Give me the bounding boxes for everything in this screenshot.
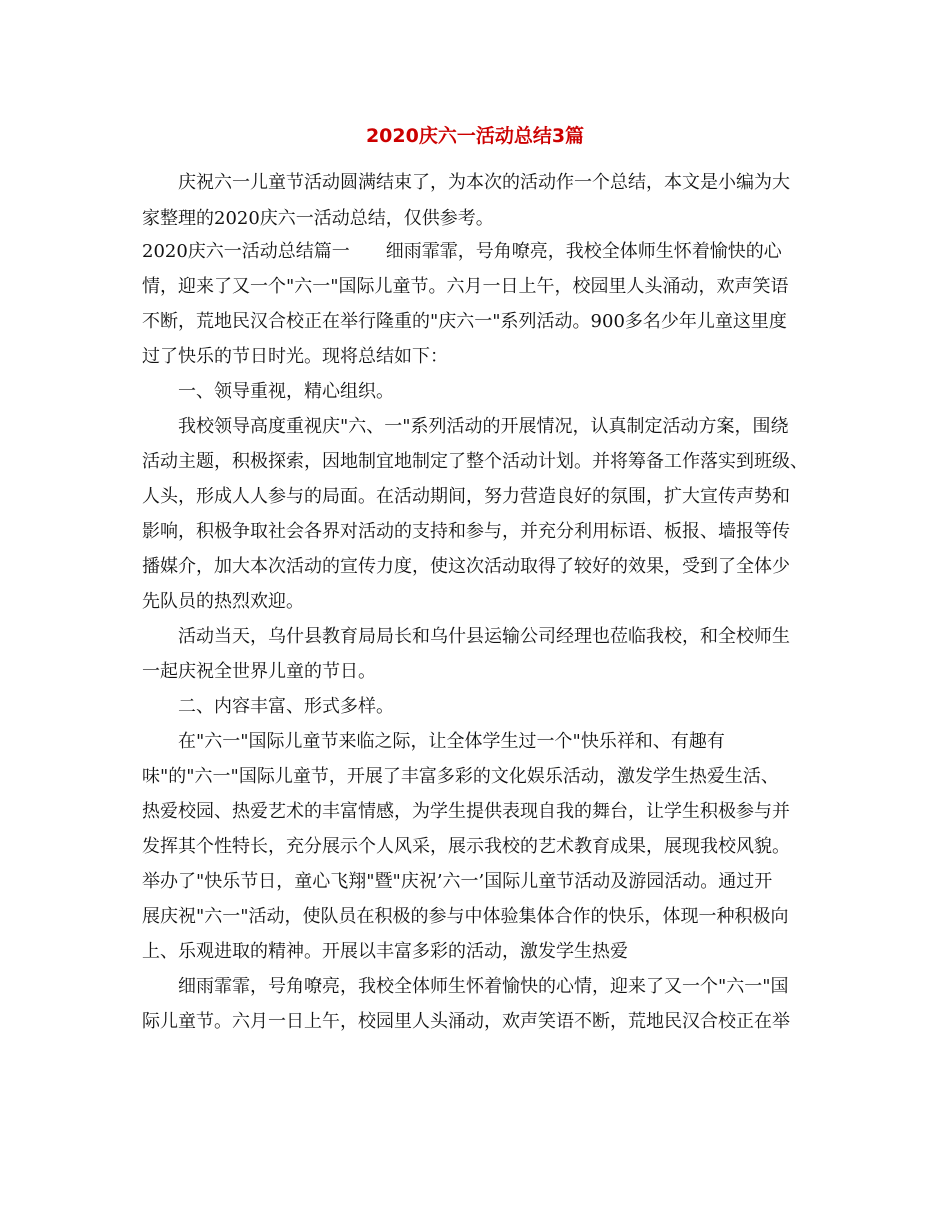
text-line: 不断，荒地民汉合校正在举行隆重的"庆六一"系列活动。900多名少年儿童这里度 xyxy=(142,311,787,332)
text-line: 先队员的热烈欢迎。 xyxy=(142,591,304,612)
text-line: 庆祝六一儿童节活动圆满结束了，为本次的活动作一个总结，本文是小编为大 xyxy=(142,172,790,193)
text-line: 一、领导重视，精心组织。 xyxy=(142,381,394,402)
text-line: 味"的"六一"国际儿童节，开展了丰富多彩的文化娱乐活动，激发学生热爱生活、 xyxy=(142,766,779,787)
text-line: 活动主题，积极探索，因地制宜地制定了整个活动计划。并将筹备工作落实到班级、 xyxy=(142,451,808,472)
text-line: 人头，形成人人参与的局面。在活动期间，努力营造良好的氛围，扩大宣传声势和 xyxy=(142,486,790,507)
text-line: 上、乐观进取的精神。开展以丰富多彩的活动，激发学生热爱 xyxy=(142,941,628,962)
text-line: 在"六一"国际儿童节来临之际，让全体学生过一个"快乐祥和、有趣有 xyxy=(142,731,725,752)
text-line: 2020庆六一活动总结篇一 细雨霏霏，号角嘹亮，我校全体师生怀着愉快的心 xyxy=(142,241,782,262)
text-line: 热爱校园、热爱艺术的丰富情感，为学生提供表现自我的舞台，让学生积极参与并 xyxy=(142,801,790,822)
text-line: 发挥其个性特长，充分展示个人风采，展示我校的艺术教育成果，展现我校风貌。 xyxy=(142,836,790,857)
text-line: 播媒介，加大本次活动的宣传力度，使这次活动取得了较好的效果，受到了全体少 xyxy=(142,556,790,577)
text-line: 活动当天，乌什县教育局局长和乌什县运输公司经理也莅临我校，和全校师生 xyxy=(142,626,790,647)
text-line: 举办了"快乐节日，童心飞翔"暨"庆祝’六一’国际儿童节活动及游园活动。通过开 xyxy=(142,871,773,892)
text-line: 过了快乐的节日时光。现将总结如下： xyxy=(142,346,448,367)
text-line: 家整理的2020庆六一活动总结，仅供参考。 xyxy=(142,208,494,229)
text-line: 我校领导高度重视庆"六、一"系列活动的开展情况，认真制定活动方案，围绕 xyxy=(142,416,789,437)
text-line: 影响，积极争取社会各界对活动的支持和参与，并充分利用标语、板报、墙报等传 xyxy=(142,521,790,542)
text-line: 展庆祝"六一"活动，使队员在积极的参与中体验集体合作的快乐，体现一种积极向 xyxy=(142,906,789,927)
text-line: 二、内容丰富、形式多样。 xyxy=(142,696,394,717)
document-title: 2020庆六一活动总结3篇 xyxy=(365,125,585,147)
text-line: 一起庆祝全世界儿童的节日。 xyxy=(142,661,376,682)
text-line: 细雨霏霏，号角嘹亮，我校全体师生怀着愉快的心情，迎来了又一个"六一"国 xyxy=(142,976,789,997)
text-line: 情，迎来了又一个"六一"国际儿童节。六月一日上午，校园里人头涌动，欢声笑语 xyxy=(142,276,789,297)
text-line: 际儿童节。六月一日上午，校园里人头涌动，欢声笑语不断，荒地民汉合校正在举 xyxy=(142,1011,790,1032)
